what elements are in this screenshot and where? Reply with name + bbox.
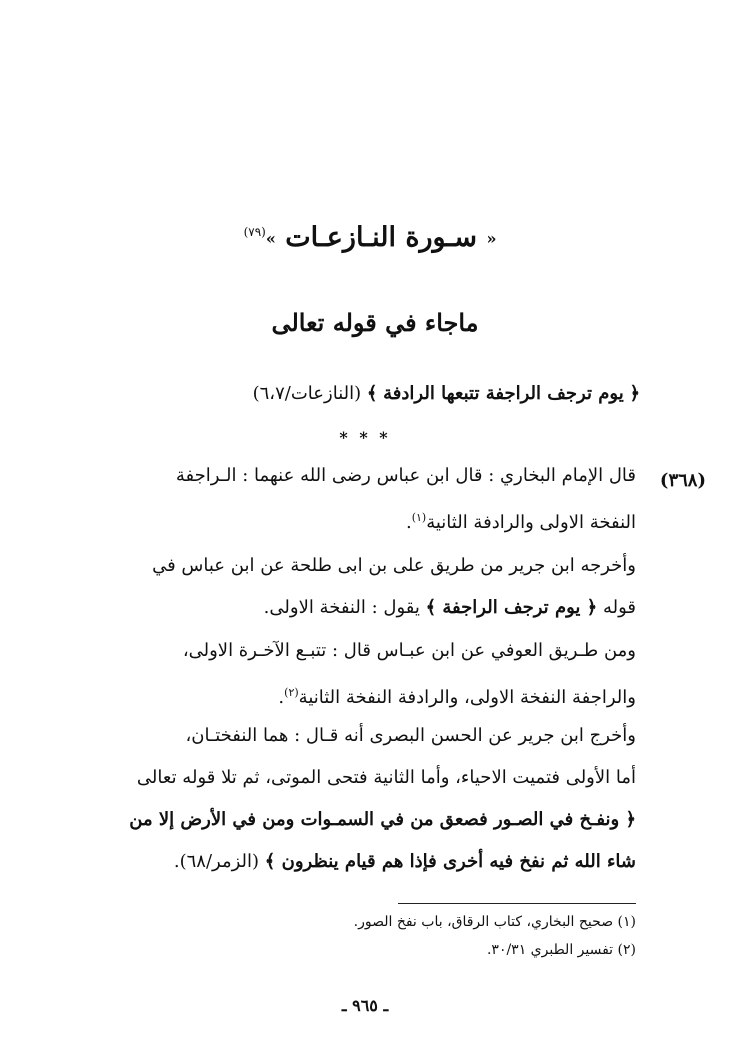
footnote-divider (398, 903, 636, 904)
paragraph-4-line-4-bold: شاء الله ثم نفخ فيه أخرى فإذا هم قيام ينظرون ﴾ (264, 851, 636, 872)
verse-text: يوم ترجف الراجفة تتبعها الرادفة (383, 383, 624, 404)
verse-close-bracket: ﴾ (366, 383, 378, 404)
surah-number: (٧٩) (243, 225, 266, 239)
footnote-ref-2[interactable]: (٢) (284, 686, 299, 699)
paragraph-2-quote: ﴿ يوم ترجف الراجفة ﴾ (425, 597, 598, 618)
separator-stars: * * * (339, 428, 391, 447)
surah-title (200, 222, 540, 253)
footnote-2: (٢) تفسير الطبري ٣٠/٣١. (486, 942, 636, 958)
verse-open-bracket: ﴿ (629, 383, 640, 404)
paragraph-2-line-1: وأخرجه ابن جرير من طريق على بن ابى طلحة عن ابن عباس في (152, 555, 636, 576)
paragraph-3-line-2-text: والراجفة النفخة الاولى، والرادفة النفخة الثانية (298, 687, 636, 708)
paragraph-2-line-2-end: يقول : النفخة الاولى. (263, 597, 420, 618)
paragraph-4-citation: (الزمر/٦٨). (173, 851, 260, 872)
paragraph-3-line-2 (96, 672, 636, 719)
paragraph-2-line-2 (96, 587, 636, 629)
paragraph-3 (96, 630, 636, 719)
paragraph-2-line-2-start: قوله (602, 597, 636, 618)
paragraph-4-line-3: ﴿ ونفـخ في الصـور فصعق من في السمـوات ومن في الأرض إلا من (129, 809, 636, 830)
surah-name: سـورة النـازعـات (285, 222, 478, 253)
narration-number: (٣٦٨) (659, 470, 706, 491)
footnote-1: (١) صحيح البخاري، كتاب الرقاق، باب نفخ الصور. (353, 914, 636, 930)
paragraph-1-line-1: قال الإمام البخاري : قال ابن عباس رضى الله عنهما : الـراجفة (175, 465, 636, 486)
surah-open-quote: « (486, 229, 497, 248)
paragraph-4-line-2: أما الأولى فتميت الاحياء، وأما الثانية فتحى الموتى، ثم تلا قوله تعالى (136, 767, 636, 788)
verse-heading (80, 383, 640, 404)
footnote-ref-1[interactable]: (١) (411, 511, 427, 524)
surah-close-quote: » (265, 229, 276, 248)
paragraph-3-end: . (278, 687, 285, 708)
page-number: ـ ٩٦٥ ـ (341, 996, 389, 1015)
paragraph-4-line-1: وأخرج ابن جرير عن الحسن البصرى أنه قـال : هما النفختـان، (185, 725, 636, 746)
section-title: ماجاء في قوله تعالى (271, 308, 479, 337)
paragraph-4 (96, 715, 636, 883)
paragraph-4-line-4 (96, 841, 636, 883)
paragraph-1-line-2 (96, 497, 636, 544)
paragraph-1-line-2-text: النفخة الاولى والرادفة الثانية (426, 512, 636, 533)
paragraph-3-line-1: ومن طـريق العوفي عن ابن عبـاس قال : تتبـع الآخـرة الاولى، (182, 640, 636, 661)
verse-citation: (النازعات/٦،٧) (252, 383, 362, 404)
paragraph-2 (96, 545, 636, 629)
paragraph-1-end: . (405, 512, 412, 533)
paragraph-1 (96, 455, 636, 544)
